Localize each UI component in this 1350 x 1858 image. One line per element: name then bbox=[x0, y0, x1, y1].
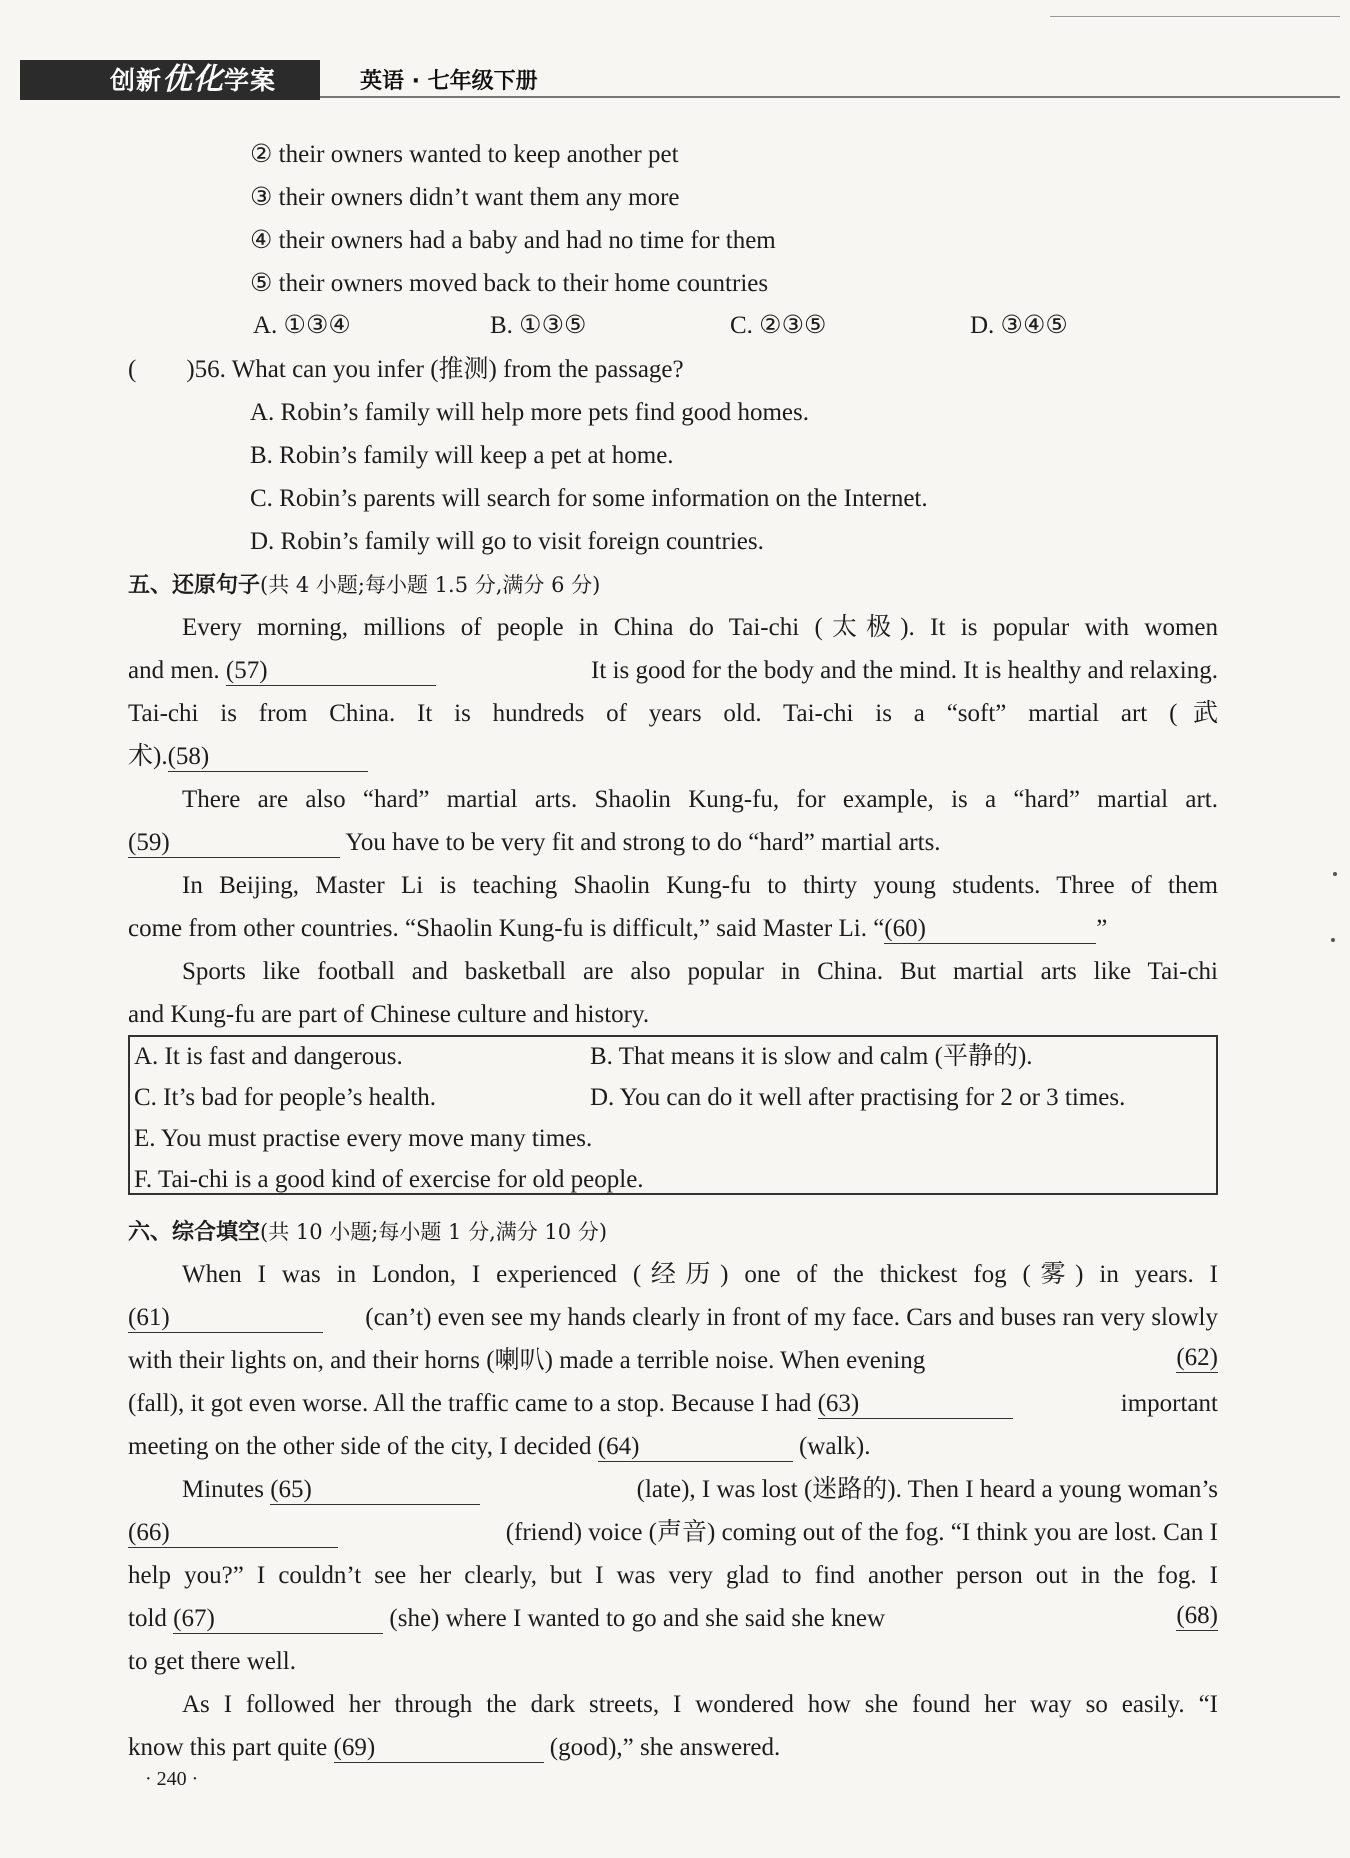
s6-line7-b: (friend) voice (声音) coming out of the fog. “I think you are lost. Can I bbox=[505, 1519, 1218, 1546]
brand-text-c: 学案 bbox=[224, 66, 277, 95]
s6-line10: to get there well. bbox=[128, 1648, 296, 1675]
s5-p1-line3: Tai-chi is from China. It is hundreds of years old. Tai-chi is a “soft” martial art (武 bbox=[128, 700, 1218, 727]
s5-p2-line2-b: You have to be very fit and strong to do “hard” martial arts. bbox=[345, 829, 941, 856]
q55-choice-c: C. ②③⑤ bbox=[730, 312, 827, 339]
s5-p4-line1: Sports like football and basketball are also popular in China. But martial arts like Tai-chi bbox=[182, 958, 1218, 985]
s5-p4-line2: and Kung-fu are part of Chinese culture and history. bbox=[128, 1001, 650, 1028]
s5-p1-line2-a: and men. bbox=[128, 657, 220, 684]
s6-line12 bbox=[128, 1731, 780, 1765]
option-a: A. It is fast and dangerous. bbox=[134, 1043, 403, 1070]
s6-line9-a: told bbox=[128, 1605, 167, 1632]
s5-p1-line4-a: 术). bbox=[128, 743, 168, 770]
q55-option-5: ⑤ their owners moved back to their home countries bbox=[250, 270, 769, 297]
s6-line6 bbox=[182, 1473, 1218, 1507]
blank-66[interactable]: (66) bbox=[128, 1519, 338, 1548]
margin-speck bbox=[1331, 938, 1335, 942]
section6-note: (共 10 小题;每小题 1 分,满分 10 分) bbox=[260, 1220, 608, 1244]
q56-choice-d: D. Robin’s family will go to visit foreign countries. bbox=[250, 528, 764, 555]
s5-p3-line2-b: ” bbox=[1096, 915, 1108, 942]
s6-line6-a: Minutes bbox=[182, 1476, 264, 1503]
option-b: B. That means it is slow and calm (平静的). bbox=[590, 1043, 1033, 1070]
s6-line5-b: (walk). bbox=[799, 1433, 871, 1460]
s6-line3-a: with their lights on, and their horns (喇叭) made a terrible noise. When evening bbox=[128, 1347, 926, 1374]
subject-title: 英语 · 七年级下册 bbox=[360, 69, 538, 94]
s5-p1-line2-b: It is good for the body and the mind. It is healthy and relaxing. bbox=[591, 657, 1218, 684]
blank-64[interactable]: (64) bbox=[598, 1433, 793, 1462]
s5-p3-line2-a: come from other countries. “Shaolin Kung-fu is difficult,” said Master Li. “ bbox=[128, 915, 885, 942]
option-d: D. You can do it well after practising for 2 or 3 times. bbox=[590, 1084, 1126, 1111]
s6-line9-b: (she) where I wanted to go and she said she knew bbox=[389, 1605, 886, 1632]
s6-line12-a: know this part quite bbox=[128, 1734, 328, 1761]
brand-text-a: 创新 bbox=[110, 66, 163, 95]
blank-59[interactable]: (59) bbox=[128, 829, 340, 858]
q56-stem: ( )56. What can you infer (推测) from the passage? bbox=[128, 356, 684, 383]
s6-line6-b: (late), I was lost (迷路的). Then I heard a young woman’s bbox=[636, 1476, 1218, 1503]
s5-p1-line2 bbox=[128, 654, 1218, 688]
blank-69[interactable]: (69) bbox=[334, 1734, 544, 1763]
q56-choice-b: B. Robin’s family will keep a pet at home. bbox=[250, 442, 674, 469]
s6-line11: As I followed her through the dark streets, I wondered how she found her way so easily. “I bbox=[182, 1691, 1218, 1718]
blank-57[interactable]: (57) bbox=[226, 657, 436, 686]
blank-65[interactable]: (65) bbox=[270, 1476, 480, 1505]
s6-line5 bbox=[128, 1430, 871, 1464]
section6-heading bbox=[128, 1215, 607, 1250]
header-rule bbox=[320, 96, 1340, 98]
option-c: C. It’s bad for people’s health. bbox=[134, 1084, 437, 1111]
s6-line4-a: (fall), it got even worse. All the traffic came to a stop. Because I had bbox=[128, 1390, 812, 1417]
blank-63[interactable]: (63) bbox=[818, 1390, 1013, 1419]
brand-text-b: 优化 bbox=[162, 62, 225, 97]
section5-heading bbox=[128, 568, 600, 603]
margin-speck bbox=[1333, 872, 1337, 876]
s5-p1-line1: Every morning, millions of people in China do Tai-chi (太极). It is popular with women bbox=[182, 614, 1218, 641]
blank-62[interactable]: (62) bbox=[1176, 1344, 1218, 1371]
brand-banner bbox=[20, 60, 320, 100]
s6-line1: When I was in London, I experienced (经历) one of the thickest fog (雾) in years. I bbox=[182, 1261, 1218, 1288]
blank-60[interactable]: (60) bbox=[884, 915, 1096, 944]
q55-option-3: ③ their owners didn’t want them any more bbox=[250, 184, 680, 211]
s6-line2 bbox=[128, 1301, 1218, 1335]
s6-line7 bbox=[128, 1516, 1218, 1550]
s5-p3-line1: In Beijing, Master Li is teaching Shaolin Kung-fu to thirty young students. Three of them bbox=[182, 872, 1218, 899]
s6-line12-b: (good),” she answered. bbox=[549, 1734, 781, 1761]
s6-line8: help you?” I couldn’t see her clearly, but I was very glad to find another person out in the fog. I bbox=[128, 1562, 1218, 1589]
q56-choice-a: A. Robin’s family will help more pets find good homes. bbox=[250, 399, 809, 426]
s6-line4-b: important bbox=[1120, 1390, 1218, 1417]
section5-title: 五、还原句子 bbox=[128, 573, 261, 598]
q55-option-2: ② their owners wanted to keep another pet bbox=[250, 141, 679, 168]
blank-61[interactable]: (61) bbox=[128, 1304, 323, 1333]
s5-p2-line2 bbox=[128, 826, 941, 860]
s5-p2-line1: There are also “hard” martial arts. Shaolin Kung-fu, for example, is a “hard” martial art. bbox=[182, 786, 1218, 813]
s6-line5-a: meeting on the other side of the city, I decided bbox=[128, 1433, 592, 1460]
blank-68[interactable]: (68) bbox=[1176, 1602, 1218, 1629]
q55-choice-a: A. ①③④ bbox=[253, 312, 351, 339]
s5-p3-line2 bbox=[128, 912, 1107, 946]
s5-p1-line4 bbox=[128, 740, 368, 774]
s6-line4 bbox=[128, 1387, 1218, 1421]
q55-choice-b: B. ①③⑤ bbox=[490, 312, 587, 339]
top-rule bbox=[1050, 16, 1340, 17]
page-number: · 240 · bbox=[145, 1768, 199, 1790]
blank-58[interactable]: (58) bbox=[168, 743, 368, 772]
option-e: E. You must practise every move many times. bbox=[134, 1125, 593, 1152]
q55-option-4: ④ their owners had a baby and had no time for them bbox=[250, 227, 776, 254]
s6-line2-b: (can’t) even see my hands clearly in front of my face. Cars and buses ran very slowly bbox=[365, 1304, 1218, 1331]
section5-note: (共 4 小题;每小题 1.5 分,满分 6 分) bbox=[260, 573, 601, 597]
s6-line9 bbox=[128, 1602, 1218, 1636]
s6-line3 bbox=[128, 1344, 1218, 1378]
q56-choice-c: C. Robin’s parents will search for some information on the Internet. bbox=[250, 485, 928, 512]
section6-title: 六、综合填空 bbox=[128, 1220, 261, 1245]
option-f: F. Tai-chi is a good kind of exercise for old people. bbox=[134, 1166, 644, 1193]
q55-choice-d: D. ③④⑤ bbox=[970, 312, 1068, 339]
blank-67[interactable]: (67) bbox=[173, 1605, 383, 1634]
